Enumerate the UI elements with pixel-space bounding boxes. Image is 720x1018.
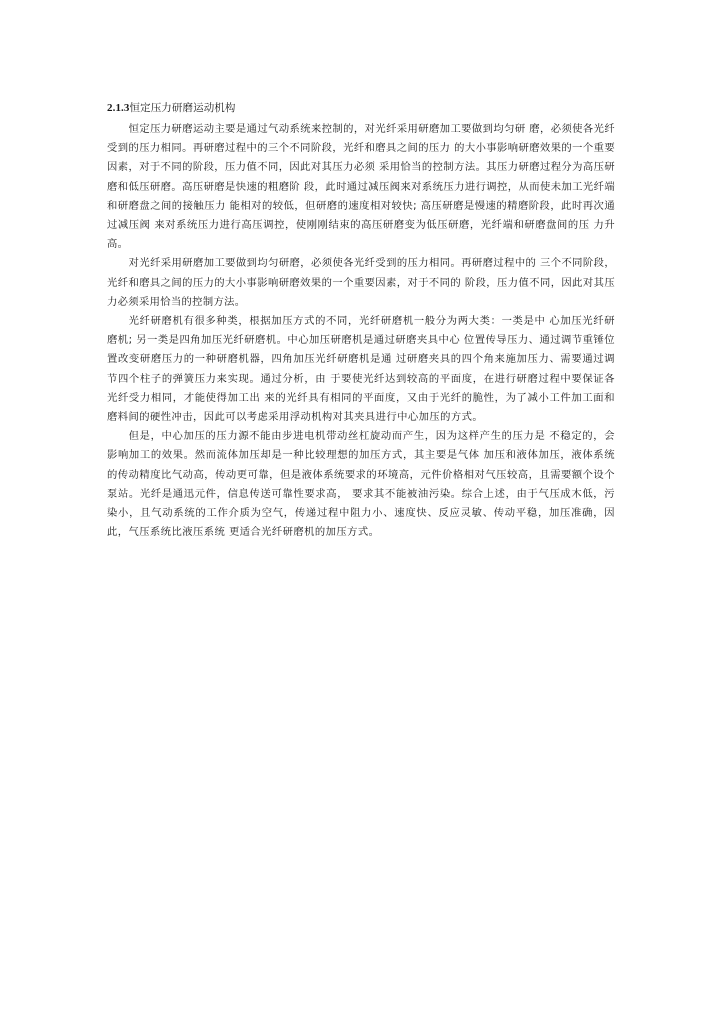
paragraph-4: 但是，中心加压的压力源不能由步进电机带动丝杠旋动而产生，因为这样产生的压力是 不稳定的，会影响加工的效果。然而流体加压却是一种比较理想的加压方式，其主要是气体 加压和液体加压，液体系统的传动精度比气动高，传动更可靠，但是液体系统要求的环境高，元件价格相对气压较高，且需要额个设个泵站。光纤是通迅元件，信息传送可靠性要求高， 要求其不能被油污染。综合上述，由于气压成木低，污染小，且气动系统的工作介质为空气，传递过程中阻力小、速度快、反应灵敏、传动平稳，加压准确，因此，气压系统比液压系统 更适合光纤研磨机的加压方式。 [107,430,615,539]
paragraph-2: 对光纤采用研磨加工要做到均匀研磨，必须使各光纤受到的压力相同。再研磨过程中的 三个不同阶段，光纤和磨具之间的压力的大小事影响研磨效果的一个重要因素，对于不同的 阶段，压力值不同，因此对其压力必须采用恰当的控制方法。 [107,257,615,308]
section-number: 2.1.3 [107,102,130,114]
paragraph-1: 恒定压力研磨运动主要是通过气动系统来控制的，对光纤采用研磨加工要做到均匀研 磨，必须使各光纤受到的压力相同。再研磨过程中的三个不同阶段，光纤和磨具之间的压力 的大小事影响研磨效果的一个重要因素，对于不同的阶段，压力值不同，因此对其压力必须 采用恰当的控制方法。其压力研磨过程分为高压研磨和低压研磨。高压研磨是快速的粗磨阶 段，此时通过减压阀来对系统压力进行调控，从而使未加工光纤端和研磨盘之间的接触压力 能相对的较低，但研磨的速度相对较快; 高压研磨是慢速的精磨阶段，此时再次通过减压阀 来对系统压力进行高压调控，使刚刚结束的高压研磨变为低压研磨，光纤端和研磨盘间的压 力升高。 [107,123,615,251]
section-heading [107,100,615,117]
document-body [107,100,615,542]
paragraph-3: 光纤研磨机有很多种类，根据加压方式的不同，光纤研磨机一般分为两大类：一类是中 心加压光纤研磨机; 另一类是四角加压光纤研磨机。中心加压研磨机是通过研磨夹具中心 位置传导压力、通过调节重锤位置改变研磨压力的一种研磨机器，四角加压光纤研磨机是通 过研磨夹具的四个角来施加压力、需要通过调节四个柱子的弹簧压力来实现。通过分析，由 于要使光纤达到较高的平面度，在进行研磨过程中要保证各光纤受力相同，才能使得加工出 来的光纤具有相同的平面度，又由于光纤的脆性，为了减小工件加工面和磨料间的硬性冲击，因此可以考虑采用浮动机构对其夹具进行中心加压的方式。 [107,315,615,424]
section-title: 恒定压力研磨运动机构 [129,102,236,114]
